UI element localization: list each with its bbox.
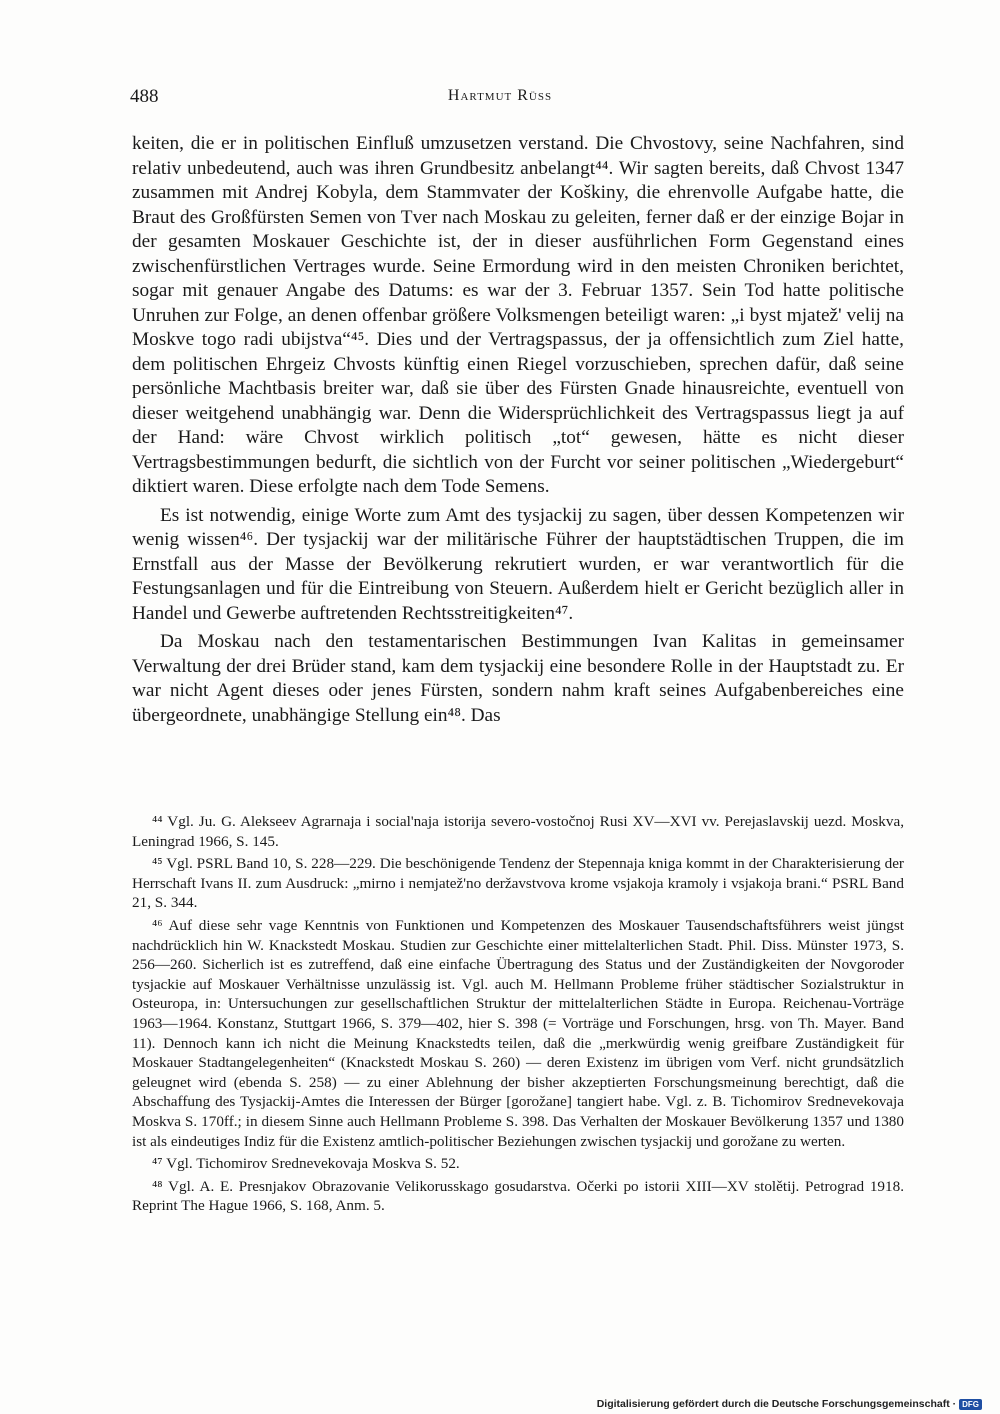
- page-number: 488: [130, 86, 159, 107]
- footnote-46: ⁴⁶ Auf diese sehr vage Kenntnis von Funktionen und Kompetenzen des Moskauer Tausendschaftsführers weist jüngst nachdrücklich hin W. Knackstedt Moskau. Studien zur Geschichte einer mittelalterlichen Stadt. Phil. Diss. Münster 1973, S. 256—260. Sicherlich ist es zutreffend, daß eine einfache Übertragung des Status und der Zuständigkeiten der Novgoroder tysjackie auf Moskauer Verhältnisse unzulässig ist. Vgl. auch M. Hellmann Probleme früher städtischer Sozialstruktur in Osteuropa, in: Untersuchungen zur gesellschaftlichen Struktur der mittelalterlichen Städte in Europa. Reichenau-Vorträge 1963—1964. Konstanz, Stuttgart 1966, S. 379—402, hier S. 398 (= Vorträge und Forschungen, hrsg. von Th. Mayer. Band 11). Dennoch kann ich nicht die Meinung Knackstedts teilen, daß die „merkwürdig wenig greifbare Zuständigkeit für Moskauer Stadtangelegenheiten“ (Knackstedt Moskau S. 260) — deren Existenz im übrigen vom Verf. nicht grundsätzlich geleugnet wird (ebenda S. 258) — zu einer Ablehnung der bisher akzeptierten Forschungsmeinung berechtigt, daß die Abschaffung des Tysjackij-Amtes die Interessen der Bürger [gorožane] tangiert habe. Vgl. z. B. Tichomirov Srednevekovaja Moskva S. 170ff.; in diesem Sinne auch Hellmann Probleme S. 398. Das Verhalten der Moskauer Bevölkerung 1357 und 1380 ist als eindeutiges Indiz für die Existenz amtlich-politischer Beziehungen zwischen tysjackij und gorožane zu werten.: [132, 916, 904, 1150]
- dfg-logo-icon: DFG: [959, 1399, 982, 1410]
- body-text: [132, 132, 904, 728]
- footnote-44: ⁴⁴ Vgl. Ju. G. Alekseev Agrarnaja i social'naja istorija severo-vostočnoj Rusi XV—XVI vv. Perejaslavskij uezd. Moskva, Leningrad 1966, S. 145.: [132, 813, 904, 850]
- digitization-credit: [597, 1398, 982, 1410]
- body-paragraph: Es ist notwendig, einige Worte zum Amt des tysjackij zu sagen, über dessen Kompetenzen wir wenig wissen⁴⁶. Der tysjackij war der militärische Führer der hauptstädtischen Truppen, die im Ernstfall aus der Masse der Bevölkerung rekrutiert wurden, er war verantwortlich für die Festungsanlagen und für die Eintreibung von Steuern. Außerdem hielt er Gericht bezüglich aller in Handel und Gewerbe auftretenden Rechtsstreitigkeiten⁴⁷.: [132, 504, 904, 624]
- running-head: Hartmut Rüss: [447, 87, 553, 104]
- footnote-47: ⁴⁷ Vgl. Tichomirov Srednevekovaja Moskva S. 52.: [152, 1155, 460, 1173]
- footnote-48: ⁴⁸ Vgl. A. E. Presnjakov Obrazovanie Velikorusskago gosudarstva. Očerki po istorii XIII—XV stolětij. Petrograd 1918. Reprint The Hague 1966, S. 168, Anm. 5.: [132, 1177, 904, 1215]
- footnote-45: ⁴⁵ Vgl. PSRL Band 10, S. 228—229. Die beschönigende Tendenz der Stepennaja kniga kommt in der Charakterisierung der Herrschaft Ivans II. zum Ausdruck: „mirno i nemjatež'no deržavstvova krome vsjakoja kramoly i vsjakoja brani.“ PSRL Band 21, S. 344.: [132, 855, 904, 912]
- credit-text: Digitalisierung gefördert durch die Deutsche Forschungsgemeinschaft ·: [596, 1398, 957, 1410]
- body-paragraph: Da Moskau nach den testamentarischen Bestimmungen Ivan Kalitas in gemeinsamer Verwaltung der drei Brüder stand, kam dem tysjackij eine besondere Rolle in der Hauptstadt zu. Er war nicht Agent dieses oder jenes Fürsten, sondern nahm kraft seines Aufgabenbereiches eine übergeordnete, unabhängige Stellung ein⁴⁸. Das: [132, 631, 904, 726]
- footnotes: [132, 812, 904, 1219]
- body-paragraph: keiten, die er in politischen Einfluß umzusetzen verstand. Die Chvostovy, seine Nachfahren, sind relativ unbedeutend, auch was ihren Grundbesitz anbelangt⁴⁴. Wir sagten bereits, daß Chvost 1347 zusammen mit Andrej Kobyla, dem Stammvater der Koškiny, die ehrenvolle Aufgabe hatte, die Braut des Großfürsten Semen von Tver nach Moskau zu geleiten, ferner daß er der einzige Bojar in der gesamten Moskauer Geschichte ist, der in dieser ausführlichen Form Gegenstand eines zwischenfürstlichen Vertrages wurde. Seine Ermordung wird in den meisten Chroniken berichtet, sogar mit genauer Angabe des Datums: es war der 3. Februar 1357. Sein Tod hatte politische Unruhen zur Folge, an denen offenbar größere Volksmengen beteiligt waren: „i byst mjatež' velij na Moskve togo radi ubijstva“⁴⁵. Dies und der Vertragspassus, der ja offensichtlich zum Ziel hatte, dem politischen Ehrgeiz Chvosts künftig einen Riegel vorzuschieben, sprechen dafür, daß seine persönliche Machtbasis breiter war, daß sie über des Fürsten Gnade hinausreichte, eventuell von dieser weitgehend unabhängig war. Denn die Widersprüchlichkeit des Vertragspassus liegt ja auf der Hand: wäre Chvost wirklich politisch „tot“ gewesen, hätte es nicht dieser Vertragsbestimmungen bedurft, die sichtlich von der Furcht vor seiner politischen „Wiedergeburt“ diktiert waren. Diese erfolgte nach dem Tode Semens.: [132, 133, 904, 497]
